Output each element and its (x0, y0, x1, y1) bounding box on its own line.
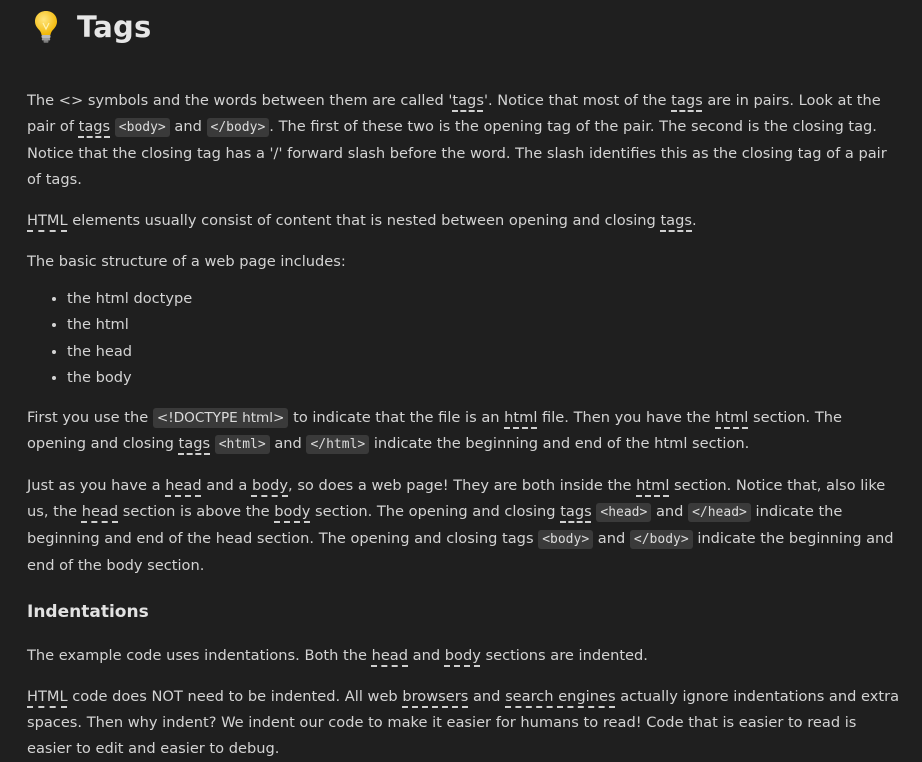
text-span: . The first of these two is the opening tag of the pair. The second is the closing tag. Notice that the closing tag has a '/' forward slash before the word. The slash identifies this as the closing tag of a pair of tags. (27, 118, 887, 188)
list-item: • the head (67, 339, 902, 365)
paragraph-doctype (27, 405, 902, 458)
glossary-term-tags[interactable]: tags (660, 212, 692, 229)
text-span: section is above the (118, 503, 275, 521)
paragraph-tags-intro (27, 88, 902, 193)
text-span: section. The opening and closing (310, 503, 561, 521)
text-span: and (593, 530, 630, 548)
text-span: to indicate that the file is an (288, 409, 505, 427)
text-span: section. The opening and closing (27, 409, 842, 453)
text-span: elements usually consist of content that is nested between opening and closing (67, 212, 661, 229)
text-span: and (468, 688, 506, 706)
glossary-term-body[interactable]: body (251, 477, 289, 495)
inline-code-body-open: <body> (538, 530, 593, 549)
text-span: First you use the (27, 409, 153, 427)
section-heading-indentations: Indentations (27, 602, 149, 623)
text-span: '. Notice that most of the (483, 92, 672, 109)
text-span: sections are indented. (480, 647, 648, 665)
text-span: and (408, 647, 445, 665)
text-span: file. Then you have the (537, 409, 716, 427)
glossary-term-tags[interactable]: tags (671, 92, 703, 109)
page-title: Tags (77, 10, 152, 44)
glossary-term-html[interactable]: html (715, 409, 749, 427)
text-span: and (169, 118, 207, 135)
glossary-term-head[interactable]: head (81, 503, 119, 521)
inline-code-head-open: <head> (596, 503, 651, 522)
paragraph-head-body (27, 473, 902, 579)
paragraph-basic-structure: The basic structure of a web page includes: (27, 253, 346, 270)
structure-list (27, 286, 902, 391)
title-row (33, 0, 902, 54)
glossary-term-tags[interactable]: tags (452, 92, 484, 109)
text-span: indicate the beginning and end of the html section. (369, 435, 750, 453)
text-span: are in pairs. Look at the pair of (27, 92, 881, 135)
inline-code-body-close: </body> (630, 530, 693, 549)
glossary-term-html[interactable]: html (504, 409, 538, 427)
inline-code-doctype: <!DOCTYPE html> (153, 408, 289, 428)
glossary-term-body[interactable]: body (444, 647, 481, 665)
text-span: Just as you have a (27, 477, 166, 495)
text-span: The <> symbols and the words between them are called ' (27, 92, 453, 109)
glossary-term-tags[interactable]: tags (78, 118, 111, 135)
glossary-term-head[interactable]: head (371, 647, 409, 665)
glossary-term-body[interactable]: body (274, 503, 311, 521)
inline-code-body-close: </body> (207, 118, 270, 137)
text-span: and a (201, 477, 252, 495)
text-span: The example code uses indentations. Both the (27, 647, 372, 665)
inline-code-html-open: <html> (215, 435, 270, 454)
paragraph-why-indent (27, 684, 902, 762)
text-span: and (651, 503, 689, 521)
text-span: code does NOT need to be indented. All web (67, 688, 403, 706)
glossary-term-tags[interactable]: tags (560, 503, 592, 521)
text-span: , so does a web page! They are both inside the (288, 477, 637, 495)
text-span: section. Notice that, also like us, the (27, 477, 886, 521)
glossary-term-head[interactable]: head (165, 477, 202, 495)
list-item: • the body (67, 365, 902, 391)
text-span: indicate the beginning and end of the head section. The opening and closing tags (27, 503, 843, 548)
glossary-term-html[interactable]: html (636, 477, 670, 495)
text-span: . (692, 212, 697, 229)
glossary-term-tags[interactable]: tags (178, 435, 211, 453)
text-span: actually ignore indentations and extra spaces. Then why indent? We indent our code to make it easier for humans to read! Code that is easier to read is easier to edit and easier to debug. (27, 688, 900, 758)
glossary-term-html[interactable]: HTML (27, 212, 68, 229)
text-span: and (269, 435, 307, 453)
paragraph-indentations (27, 643, 902, 669)
lightbulb-icon (33, 10, 59, 44)
inline-code-head-close: </head> (688, 503, 751, 522)
glossary-term-search-engines[interactable]: search engines (505, 688, 616, 706)
paragraph-html-elements (27, 208, 902, 234)
inline-code-body-open: <body> (115, 118, 170, 137)
glossary-term-html[interactable]: HTML (27, 688, 68, 706)
list-item: • the html (67, 312, 902, 338)
text-span: indicate the beginning and end of the body section. (27, 530, 894, 575)
glossary-term-browsers[interactable]: browsers (402, 688, 469, 706)
list-item: • the html doctype (67, 286, 902, 312)
inline-code-html-close: </html> (306, 435, 369, 454)
